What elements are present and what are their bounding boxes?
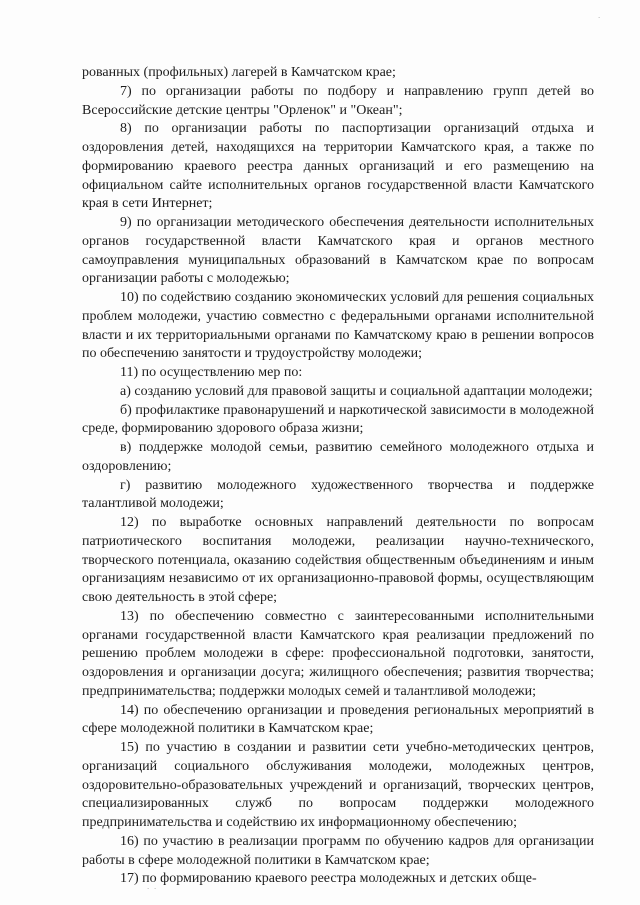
document-body [82, 64, 594, 889]
paragraph-item-14: 14) по обеспечению организации и проведения региональных мероприятий в сфере молодежной политики в Камчатском крае; [82, 702, 594, 737]
scan-speck: · [154, 885, 157, 893]
paragraph-item-11a: а) созданию условий для правовой защиты и социальной адаптации молодежи; [120, 383, 593, 399]
paragraph-item-17: 17) по формированию краевого реестра молодежных и детских обще- [120, 871, 537, 887]
paragraph-item-8: 8) по организации работы по паспортизации организаций отдыха и оздоровления детей, находящихся на территории Камчатского края, а также по формированию краевого реестра данных организаций и его размещению на официальном сайте исполнительных органов государственной власти Камчатского края в сети Интернет; [82, 121, 594, 212]
paragraph-item-15: 15) по участию в создании и развитии сети учебно-методических центров, организаций социального обслуживания молодежи, молодежных центров, оздоровительно-образовательных учреждений и организаций, творческих центров, специализированных служб по вопросам поддержки молодежного предпринимательства и содействию их информационному обеспечению; [82, 740, 594, 830]
scan-speck: · [598, 14, 601, 22]
paragraph-item-11b: б) профилактике правонарушений и наркотической зависимости в молодежной среде, формированию здорового образа жизни; [82, 402, 594, 437]
paragraph-item-11v: в) поддержке молодой семьи, развитию семейного молодежного отдыха и оздоровлению; [82, 440, 594, 474]
paragraph-item-7: 7) по организации работы по подбору и направлению групп детей во Всероссийские детские центры "Орленок" и "Океан"; [82, 83, 594, 118]
paragraph-item-13: 13) по обеспечению совместно с заинтересованными исполнительными органами государственной власти Камчатского края реализации предложений по решению проблем молодежи в сфере: профессиональной подготовки, занятости, оздоровления и организации досуга; жилищного обеспечения; развития творчества; предпринимательства; поддержки молодых семей и талантливой молодежи; [82, 608, 594, 699]
paragraph-item-10: 10) по содействию созданию экономических условий для решения социальных проблем молодежи, участию совместно с федеральными органами исполнительной власти и их территориальными органами по Камчатскому краю в решении вопросов по обеспечению занятости и трудоустройству молодежи; [82, 290, 594, 362]
paragraph-continuation: рованных (профильных) лагерей в Камчатском крае; [82, 65, 396, 80]
scan-speck: · [147, 885, 150, 893]
paragraph-item-9: 9) по организации методического обеспечения деятельности исполнительных органов государственной власти Камчатского края и органов местного самоуправления муниципальных образований в Камчатском крае по вопросам организации работы с молодежью; [82, 215, 594, 287]
paragraph-item-16: 16) по участию в реализации программ по обучению кадров для организации работы в сфере молодежной политики в Камчатском крае; [82, 833, 594, 868]
paragraph-item-11g: г) развитию молодежного художественного творчества и поддержке талантливой молодежи; [82, 477, 594, 512]
paragraph-item-12: 12) по выработке основных направлений деятельности по вопросам патриотического воспитания молодежи, реализации научно-технического, творческого потенциала, оказанию содействия общественным объединениям и иным организациям независимо от их организационно-правовой формы, осуществляющим свою деятельность в этой сфере; [82, 515, 594, 605]
paragraph-item-11: 11) по осуществлению мер по: [120, 365, 303, 380]
